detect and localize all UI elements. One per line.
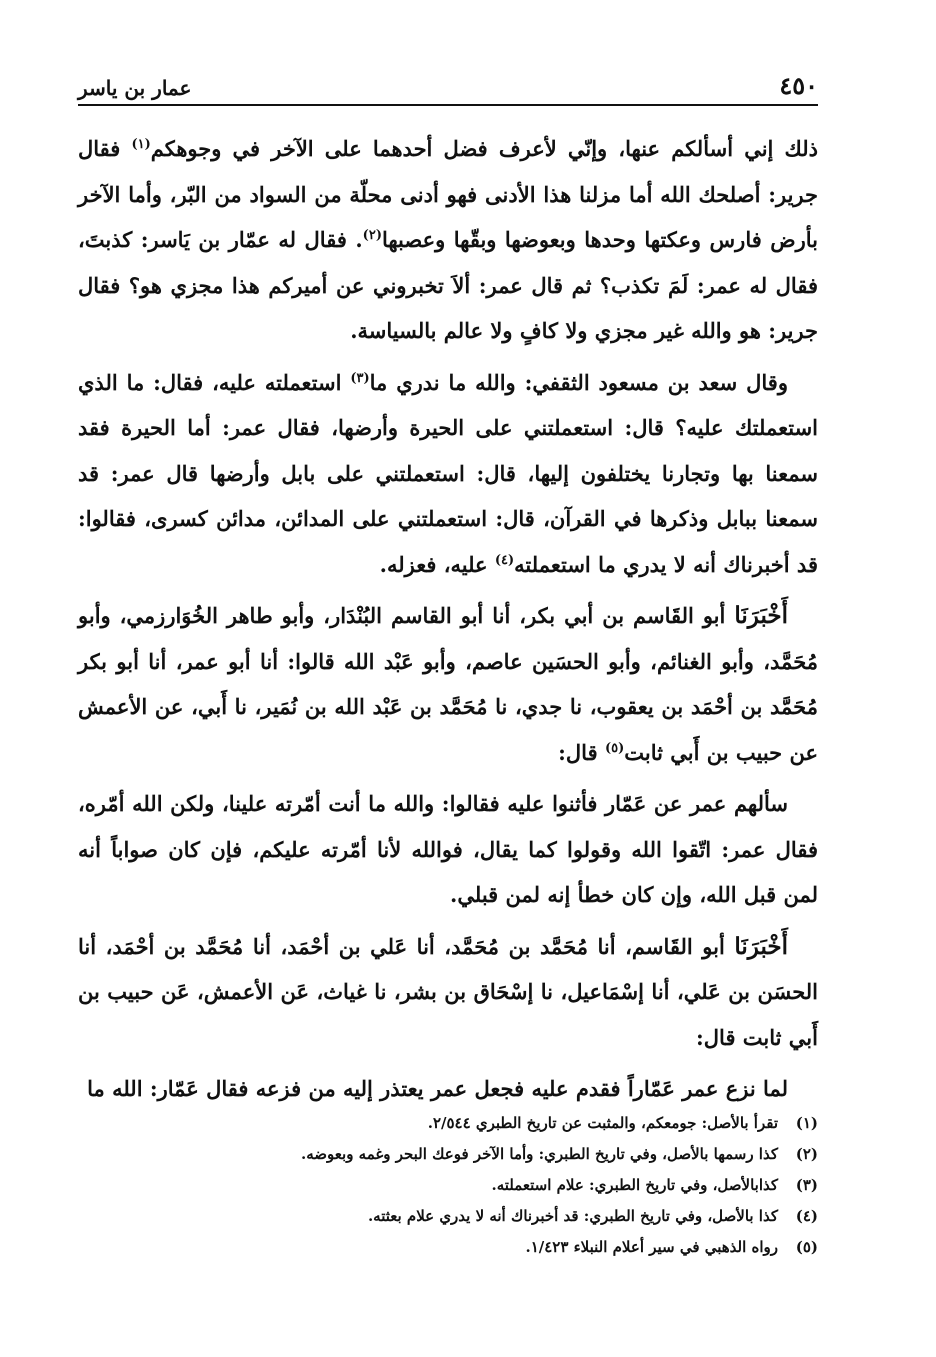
- footnote: [110, 1108, 818, 1139]
- footnote-number: (٢): [795, 1145, 818, 1163]
- footnote: [110, 1170, 818, 1201]
- footnote-number: (٤): [795, 1207, 818, 1225]
- paragraph: [78, 1066, 818, 1112]
- text-run: ذلك إني أسألكم عنها، وإنّي لأعرف فضل أحدهما على الآخر في وجوهكم: [150, 136, 818, 161]
- text-run: فقال جرير: أصلحك الله أما مزلنا هذا الأدنى فهو أدنى محلّة من السواد من البّر، وأما الآخر بأرض فارس وعكتها وحدها وبعوضها وبقّها وعصبها: [78, 136, 819, 252]
- text-run: استعملته عليه، فقال: ما الذي استعملتك عليه؟ قال: استعملتني على الحيرة وأرضها، فقال عمر: أما الحيرة فقد سمعنا بها وتجارنا يختلفون إليها، قال: استعملتني على بابل وأرضها قال عمر: قد سمعنا ببابل وذكرها في القرآن، قال: استعملتني على المدائن، مدائن كسرى، فقالوا: قد أخبرناك أنه لا يدري ما استعملته: [78, 369, 818, 577]
- page-header: [78, 66, 818, 106]
- text-run: سألهم عمر عن عَمّار فأثنوا عليه فقالوا: والله ما أنت أمّرته علينا، ولكن الله أمّره، فقال عمر: اتّقوا الله وقولوا كما يقال، فوالله لأنا أمّرته عليكم، فإن كان صواباً أنه لمن قبل الله، وإن كان خطأ إنه لمن قبلي.: [78, 791, 818, 907]
- paragraph: [78, 781, 818, 918]
- main-text: [78, 126, 818, 1118]
- footnote-text: كذابالأصل، وفي تاريخ الطبري: علام استعملته.: [491, 1176, 778, 1194]
- isnad-lead: أَخْبَرَنَا: [734, 602, 788, 629]
- paragraph: [78, 360, 818, 588]
- footnote-text: رواه الذهبي في سير أعلام النبلاء ١/٤٢٣.: [525, 1238, 778, 1256]
- footnote-number: (١): [795, 1114, 818, 1132]
- text-run: أبو القَاسم بن أبي بكر، أنا أبو القاسم البُنْدَار، وأبو طاهر الخُوَارزمي، وأبو مُحَمَّد، وأبو الغنائم، وأبو الحسَين عاصم، وأبو عَبْد الله قالوا: أنا أبو عمر، أنا أبو بكر مُحَمَّد بن أحْمَد بن يعقوب، نا جدي، نا مُحَمَّد بن عَبْد الله بن نُمَير، نا أَبي، عن الأعمش عن حبيب بن أَبي ثابت: [78, 603, 818, 765]
- text-run: وقال سعد بن مسعود الثقفي: والله ما ندري ما: [369, 369, 788, 395]
- page-number: ٤٥٠: [779, 71, 818, 100]
- footnote-number: (٣): [795, 1176, 818, 1194]
- paragraph: [78, 593, 818, 775]
- footnote-text: تقرأ بالأصل: جومعكم، والمثبت عن تاريخ الطبري ٢/٥٤٤.: [427, 1114, 778, 1132]
- isnad-lead: أَخْبَرَنَا: [734, 932, 788, 960]
- running-head: عمار بن ياسر: [78, 76, 192, 100]
- footnote: [110, 1232, 818, 1263]
- text-run: عليه، فعزله.: [379, 551, 495, 577]
- text-run: قال:: [558, 739, 605, 765]
- footnote: [110, 1201, 818, 1232]
- footnote-marker: (٢): [362, 228, 382, 243]
- footnote-number: (٥): [795, 1238, 818, 1256]
- text-run: . فقال له عمّار بن يَاسر: كذبتَ، فقال له عمر: لَمَ تكذب؟ ثم قال عمر: ألاَ تخبروني عن أميركم هذا مجزي هو؟ فقال جرير: هو والله غير مجزي ولا كافٍ ولا عالم بالسياسة.: [78, 227, 818, 343]
- footnote-marker: (٣): [350, 370, 370, 386]
- text-run: لما نزع عمر عَمّاراً فقدم عليه فجعل عمر يعتذر إليه من فزعه فقال عَمّار: الله ما: [87, 1076, 788, 1101]
- text-run: أبو القَاسم، أنا مُحَمَّد بن مُحَمَّد، أنا عَلي بن أحْمَد، أنا مُحَمَّد بن أحْمَد، أنا الحسَن بن عَلي، أنا إسْمَاعيل، نا إسْحَاق بن بشر، نا غياث، عَن الأعمش، عَن حبيب بن أَبي ثابت قال:: [78, 933, 818, 1050]
- paragraph: [78, 126, 818, 354]
- footnote-marker: (٥): [604, 740, 625, 756]
- footnote-marker: (٤): [494, 552, 515, 568]
- footnote-text: كذا رسمها بالأصل، وفي تاريخ الطبري: وأما الآخر فوعك البحر وغمه وبعوضه.: [301, 1145, 778, 1163]
- footnote-marker: (١): [131, 137, 151, 152]
- footnote: [110, 1139, 818, 1170]
- paragraph: [78, 924, 818, 1061]
- footnote-text: كذا بالأصل، وفي تاريخ الطبري: قد أخبرناك أنه لا يدري علام بعثته.: [367, 1207, 778, 1225]
- footnotes: [110, 1108, 818, 1263]
